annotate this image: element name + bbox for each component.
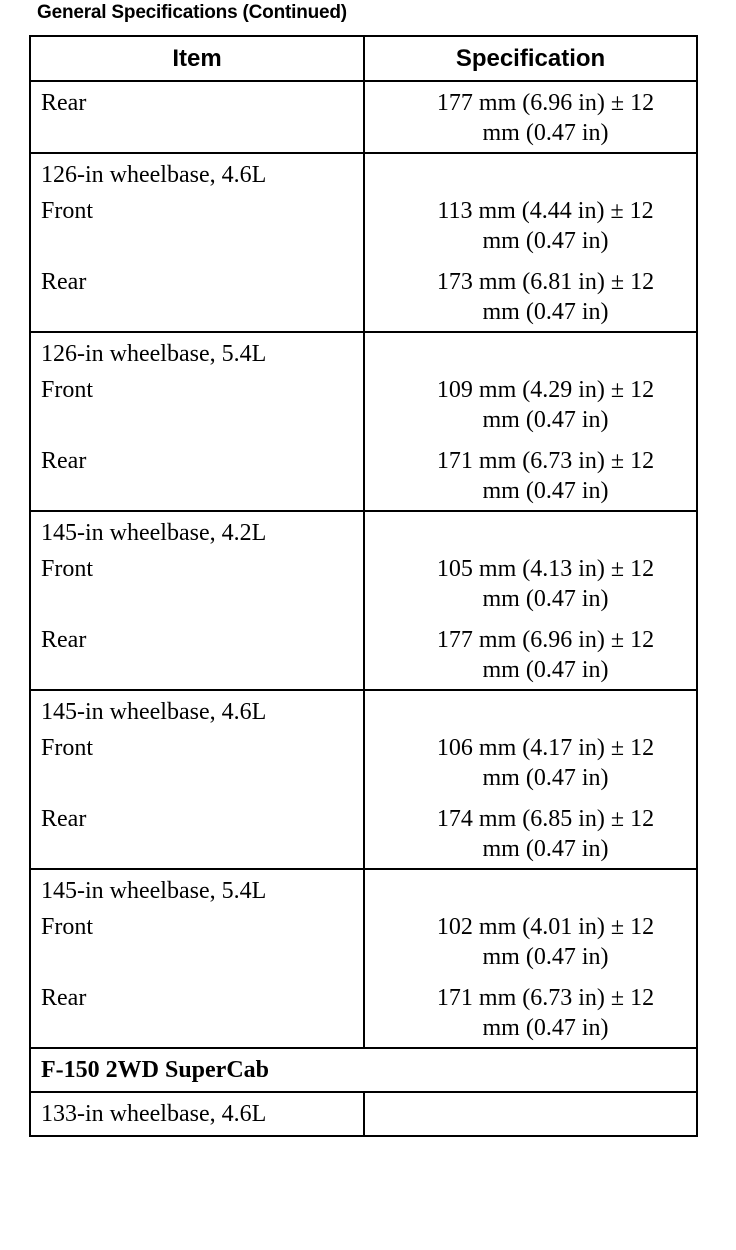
table-row bbox=[30, 153, 697, 196]
specification-cell bbox=[364, 690, 697, 733]
item-cell: Front bbox=[30, 196, 364, 256]
item-cell: 145-in wheelbase, 4.2L bbox=[30, 511, 364, 554]
item-cell: Rear bbox=[30, 972, 364, 1048]
spec-line: 113 mm (4.44 in) ± 12 bbox=[437, 198, 654, 224]
spec-line: mm (0.47 in) bbox=[482, 765, 609, 791]
item-cell: Front bbox=[30, 554, 364, 614]
table-row bbox=[30, 972, 697, 1048]
table-row bbox=[30, 332, 697, 375]
specification-cell bbox=[364, 972, 697, 1048]
table-row bbox=[30, 256, 697, 332]
item-cell: Rear bbox=[30, 614, 364, 690]
spec-line: 105 mm (4.13 in) ± 12 bbox=[436, 556, 655, 582]
section-heading: F-150 2WD SuperCab bbox=[30, 1048, 697, 1092]
item-cell: 145-in wheelbase, 4.6L bbox=[30, 690, 364, 733]
spec-line: 102 mm (4.01 in) ± 12 bbox=[436, 914, 655, 940]
specification-cell bbox=[364, 869, 697, 912]
table-row bbox=[30, 793, 697, 869]
specification-cell bbox=[364, 375, 697, 435]
spec-line: mm (0.47 in) bbox=[482, 407, 609, 433]
section-heading-row bbox=[30, 1048, 697, 1092]
table-row bbox=[30, 869, 697, 912]
spec-line: mm (0.47 in) bbox=[482, 228, 609, 254]
table-row bbox=[30, 1092, 697, 1136]
spec-line: 109 mm (4.29 in) ± 12 bbox=[436, 377, 655, 403]
item-cell: Rear bbox=[30, 435, 364, 511]
spec-line: 177 mm (6.96 in) ± 12 bbox=[436, 627, 655, 653]
specification-cell bbox=[364, 733, 697, 793]
specification-cell bbox=[364, 511, 697, 554]
table-row bbox=[30, 690, 697, 733]
table-row bbox=[30, 435, 697, 511]
specifications-table bbox=[29, 35, 698, 1137]
specification-cell bbox=[364, 912, 697, 972]
specification-cell bbox=[364, 81, 697, 153]
spec-line: mm (0.47 in) bbox=[482, 586, 609, 612]
spec-line: mm (0.47 in) bbox=[482, 944, 609, 970]
specification-cell bbox=[364, 793, 697, 869]
item-cell: 126-in wheelbase, 5.4L bbox=[30, 332, 364, 375]
specification-cell bbox=[364, 256, 697, 332]
column-header-specification: Specification bbox=[364, 36, 697, 81]
table-row bbox=[30, 733, 697, 793]
table-row bbox=[30, 614, 697, 690]
table-row bbox=[30, 912, 697, 972]
item-cell: Rear bbox=[30, 793, 364, 869]
page-title: General Specifications (Continued) bbox=[37, 2, 347, 23]
specification-cell bbox=[364, 554, 697, 614]
spec-line: 174 mm (6.85 in) ± 12 bbox=[436, 806, 655, 832]
spec-line: mm (0.47 in) bbox=[482, 299, 609, 325]
spec-line: mm (0.47 in) bbox=[482, 120, 609, 146]
spec-line: 177 mm (6.96 in) ± 12 bbox=[436, 90, 655, 116]
table-row bbox=[30, 554, 697, 614]
item-cell: Rear bbox=[30, 81, 364, 153]
table-header-row bbox=[30, 36, 697, 81]
specification-cell bbox=[364, 614, 697, 690]
table-row bbox=[30, 81, 697, 153]
specification-cell bbox=[364, 153, 697, 196]
item-cell: Rear bbox=[30, 256, 364, 332]
spec-line: mm (0.47 in) bbox=[482, 836, 609, 862]
column-header-item: Item bbox=[30, 36, 364, 81]
item-cell: Front bbox=[30, 912, 364, 972]
specification-cell bbox=[364, 332, 697, 375]
spec-line: 171 mm (6.73 in) ± 12 bbox=[436, 985, 655, 1011]
table-row bbox=[30, 511, 697, 554]
item-cell: 145-in wheelbase, 5.4L bbox=[30, 869, 364, 912]
table-row bbox=[30, 196, 697, 256]
spec-line: mm (0.47 in) bbox=[482, 657, 609, 683]
table-row bbox=[30, 375, 697, 435]
spec-line: 173 mm (6.81 in) ± 12 bbox=[436, 269, 655, 295]
spec-line: 106 mm (4.17 in) ± 12 bbox=[436, 735, 655, 761]
item-cell: Front bbox=[30, 733, 364, 793]
spec-line: mm (0.47 in) bbox=[482, 478, 609, 504]
specification-cell bbox=[364, 435, 697, 511]
spec-line: mm (0.47 in) bbox=[482, 1015, 609, 1041]
specification-cell bbox=[364, 1092, 697, 1136]
spec-line: 171 mm (6.73 in) ± 12 bbox=[436, 448, 655, 474]
item-cell: 133-in wheelbase, 4.6L bbox=[30, 1092, 364, 1136]
item-cell: 126-in wheelbase, 4.6L bbox=[30, 153, 364, 196]
item-cell: Front bbox=[30, 375, 364, 435]
specification-cell bbox=[364, 196, 697, 256]
